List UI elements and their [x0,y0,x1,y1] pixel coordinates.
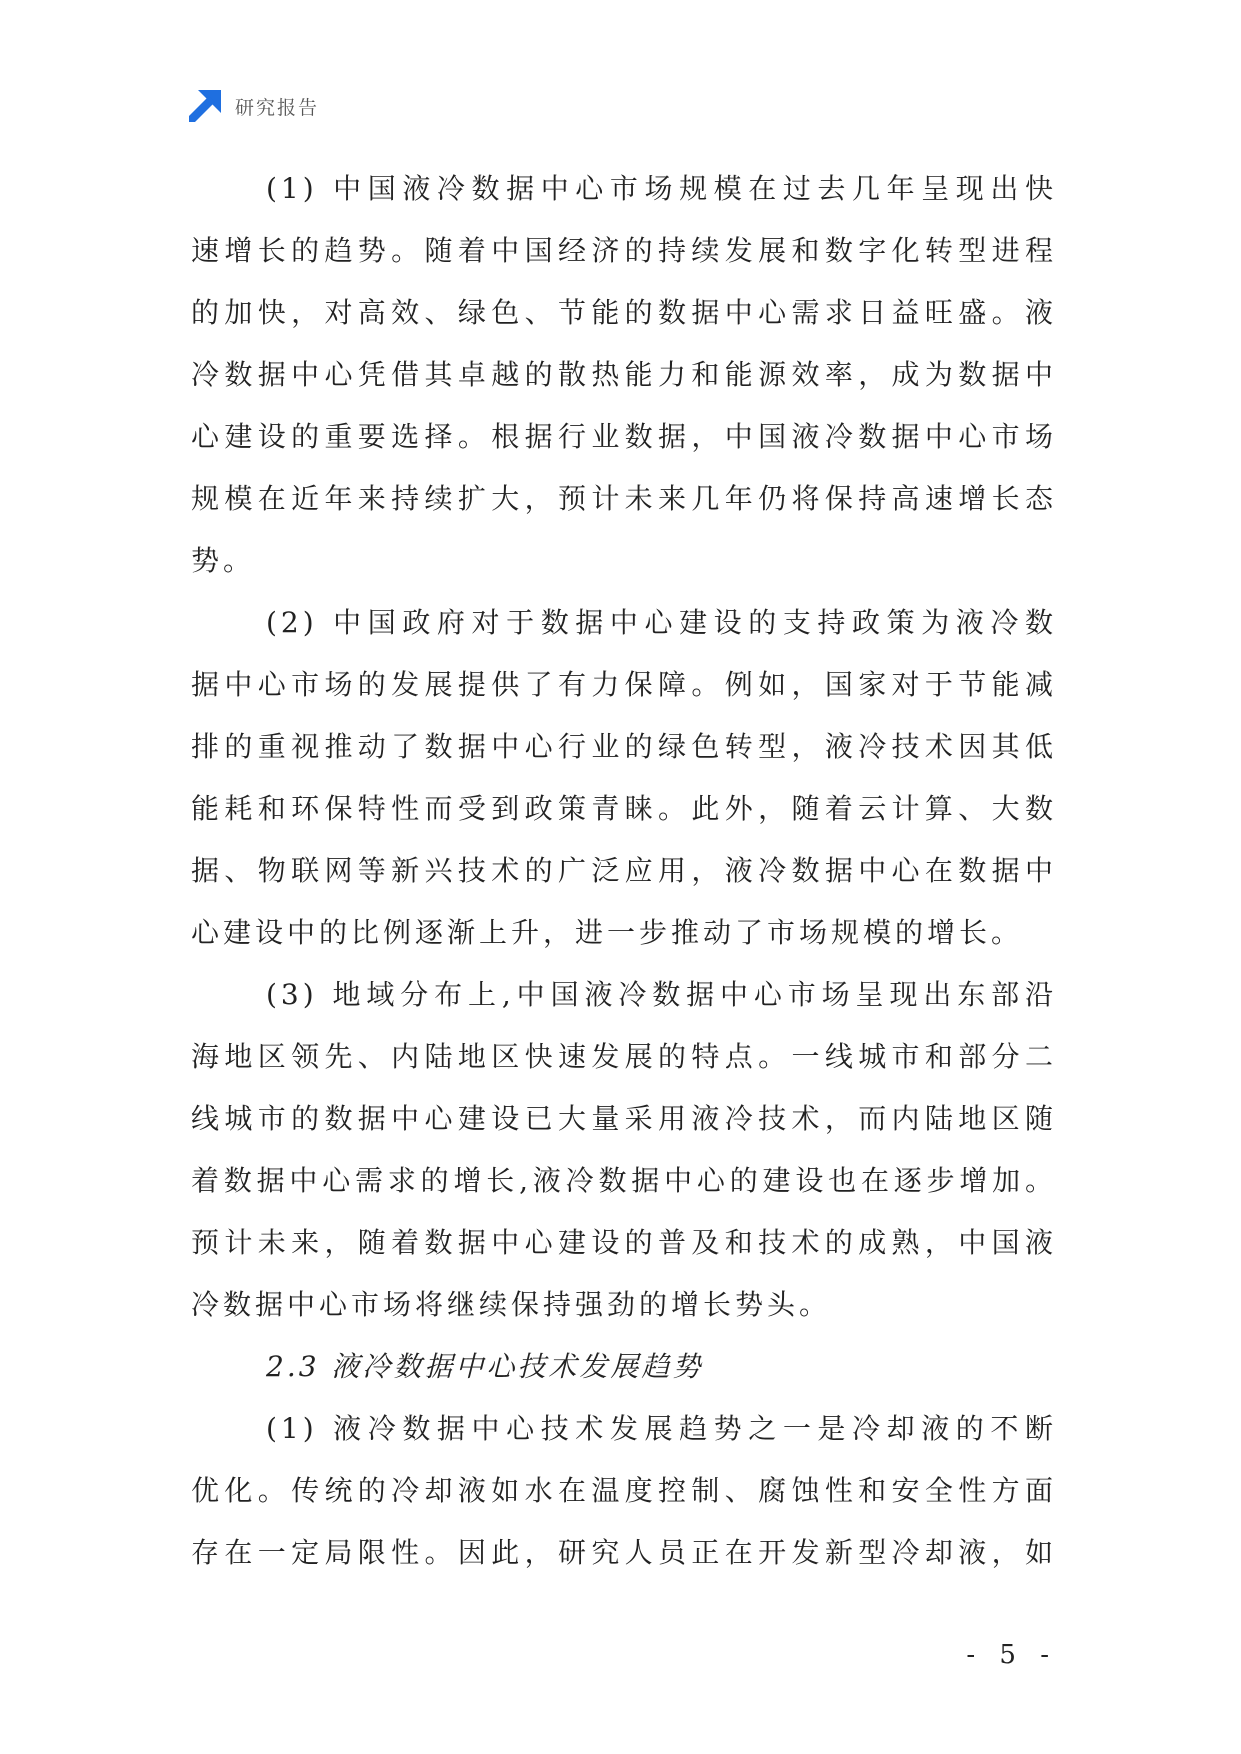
paragraph-line: 冷数据中心凭借其卓越的散热能力和能源效率，成为数据中 [191,358,1057,391]
paragraph-line: 存在一定局限性。因此，研究人员正在开发新型冷却液，如 [191,1536,1057,1569]
paragraph-line: (1) 液冷数据中心技术发展趋势之一是冷却液的不断 [266,1412,1057,1445]
paragraph-line: 海地区领先、内陆地区快速发展的特点。一线城市和部分二 [191,1040,1057,1073]
paragraph-line: 势。 [191,544,256,577]
header-title: 研究报告 [235,96,320,119]
paragraph-line: 线城市的数据中心建设已大量采用液冷技术，而内陆地区随 [191,1102,1057,1135]
paragraph-line: 预计未来，随着数据中心建设的普及和技术的成熟，中国液 [191,1226,1057,1259]
paragraph-line: 心建设的重要选择。根据行业数据，中国液冷数据中心市场 [191,420,1057,453]
paragraph-line: 据中心市场的发展提供了有力保障。例如，国家对于节能减 [191,668,1057,701]
paragraph-line: 的加快，对高效、绿色、节能的数据中心需求日益旺盛。液 [191,296,1057,329]
document-body [191,158,1057,1584]
paragraph-line: 排的重视推动了数据中心行业的绿色转型，液冷技术因其低 [191,730,1057,763]
paragraph-line: 速增长的趋势。随着中国经济的持续发展和数字化转型进程 [191,234,1057,267]
paragraph-line: 心建设中的比例逐渐上升，进一步推动了市场规模的增长。 [191,916,1024,949]
paragraph-line: 着数据中心需求的增长,液冷数据中心的建设也在逐步增加。 [191,1164,1057,1197]
paragraph-line: 据、物联网等新兴技术的广泛应用，液冷数据中心在数据中 [191,854,1057,887]
paragraph-line: 能耗和环保特性而受到政策青睐。此外，随着云计算、大数 [191,792,1057,825]
section-heading: 2.3 液冷数据中心技术发展趋势 [266,1350,704,1383]
arrow-up-right-icon [189,90,221,122]
paragraph-line: 优化。传统的冷却液如水在温度控制、腐蚀性和安全性方面 [191,1474,1057,1507]
report-header [189,90,319,122]
paragraph-line: 冷数据中心市场将继续保持强劲的增长势头。 [191,1288,832,1321]
paragraph-line: (1) 中国液冷数据中心市场规模在过去几年呈现出快 [266,172,1057,205]
page-number: - 5 - [966,1640,1057,1670]
paragraph-line: 规模在近年来持续扩大，预计未来几年仍将保持高速增长态 [191,482,1057,515]
paragraph-line: (2) 中国政府对于数据中心建设的支持政策为液冷数 [266,606,1057,639]
paragraph-line: (3) 地域分布上,中国液冷数据中心市场呈现出东部沿 [266,978,1057,1011]
